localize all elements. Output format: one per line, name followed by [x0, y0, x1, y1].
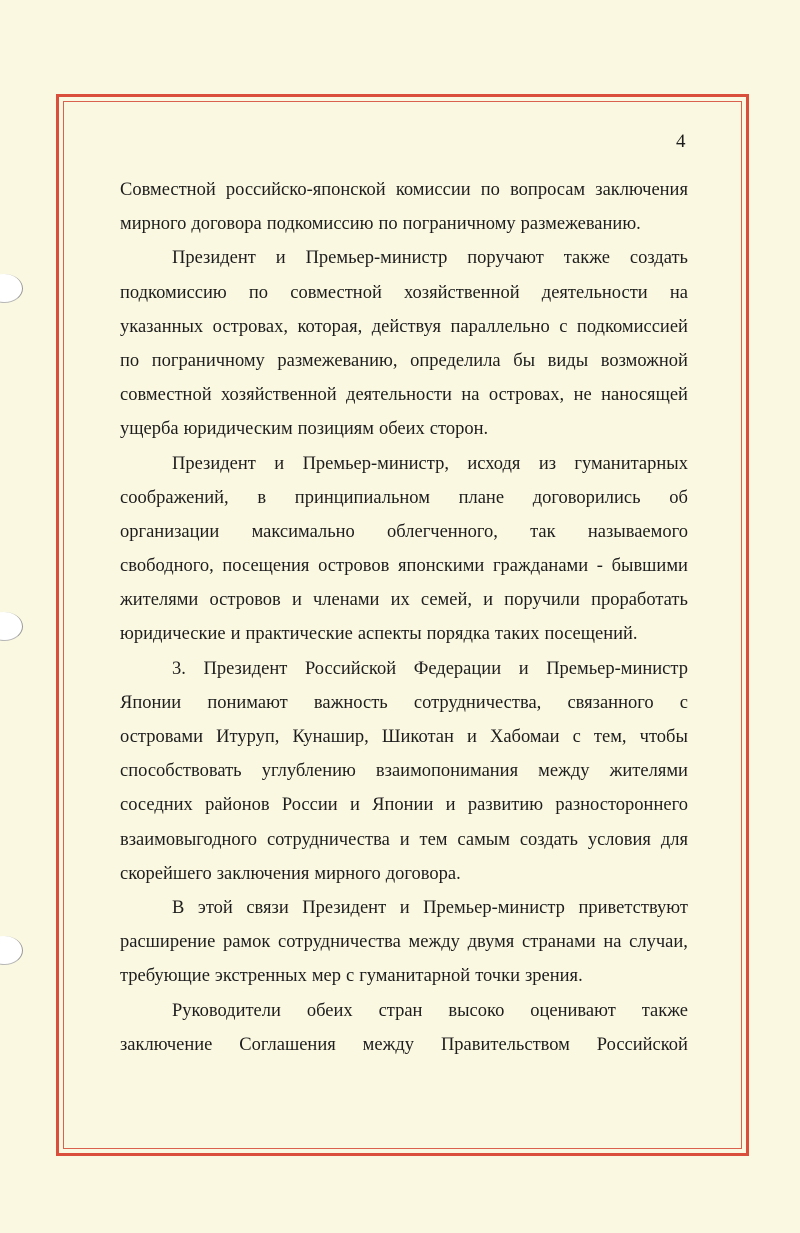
word: на	[461, 385, 480, 406]
word: островах,	[212, 316, 288, 337]
word: позициям	[297, 419, 375, 440]
word: Президент	[203, 658, 288, 679]
text-line	[120, 857, 688, 891]
word: тем,	[593, 727, 627, 747]
word: высоко	[448, 1000, 505, 1021]
word: требующие	[120, 966, 210, 987]
word: и	[399, 897, 410, 918]
word: Президент	[172, 248, 256, 269]
word: обеих	[379, 419, 425, 440]
word: Руководители	[172, 1000, 281, 1021]
text-line	[120, 549, 688, 583]
word: островов	[209, 590, 281, 611]
word: размежеванию,	[277, 350, 398, 371]
text-line	[120, 925, 688, 959]
paragraph	[120, 241, 688, 446]
text-line	[120, 823, 688, 857]
word: жителями	[120, 590, 199, 611]
word: размежеванию.	[520, 214, 641, 235]
word: расширение	[120, 932, 216, 953]
word: Российской	[304, 658, 397, 679]
text-line	[120, 173, 688, 207]
word: -	[596, 556, 603, 577]
word: 3.	[172, 658, 186, 679]
word: подкомиссию	[266, 214, 374, 235]
word: между	[362, 1034, 415, 1055]
word: и	[399, 829, 410, 850]
word: зрения.	[524, 966, 583, 987]
word: странами	[522, 932, 596, 953]
paragraph	[120, 994, 688, 1062]
word: виды	[547, 350, 589, 371]
word: самым	[457, 829, 510, 850]
text-line	[120, 754, 688, 788]
word: создать	[519, 829, 578, 850]
paragraph	[120, 447, 688, 652]
word: Российской	[596, 1034, 688, 1055]
word: понимают	[207, 692, 288, 713]
word: Федерации	[413, 658, 502, 679]
text-line	[120, 994, 688, 1028]
word: скорейшего	[120, 863, 212, 884]
word: не	[573, 385, 592, 406]
word: В	[172, 897, 185, 918]
word: стран	[378, 1000, 423, 1021]
word: пограничному	[151, 350, 265, 371]
word: действуя	[371, 316, 441, 337]
word: и	[483, 590, 494, 611]
word: и	[274, 453, 285, 474]
word: оценивают	[530, 1000, 616, 1021]
word: важность	[313, 692, 388, 713]
word: районов	[205, 795, 270, 816]
word: юридические	[120, 624, 226, 645]
word: островов	[318, 556, 390, 577]
word: гуманитарной	[359, 966, 471, 987]
word: по	[248, 282, 269, 303]
word: соседних	[120, 795, 193, 816]
word: совместной	[290, 282, 382, 303]
word: пограничному	[402, 214, 516, 235]
text-line	[120, 891, 688, 925]
word: Премьер-министр	[305, 248, 448, 269]
word: создать	[629, 248, 688, 269]
word: сотрудничества,	[413, 692, 542, 713]
word: между	[538, 761, 590, 782]
word: с	[572, 727, 581, 747]
text-line	[120, 1028, 688, 1062]
word: гражданами	[492, 556, 589, 577]
word: и	[466, 727, 477, 747]
word: комиссии	[395, 180, 471, 200]
word: принципиальном	[294, 487, 430, 508]
word: заключения	[216, 863, 310, 884]
word: тем	[419, 829, 448, 850]
text-line	[120, 378, 688, 412]
word: случаи,	[629, 932, 688, 953]
word: способствовать	[120, 761, 242, 782]
word: договора.	[385, 863, 461, 884]
word: деятельности	[541, 282, 648, 303]
word: с	[679, 692, 688, 713]
word: взаимопонимания	[375, 761, 519, 782]
word: подкомиссией	[576, 316, 688, 337]
word: наносящей	[601, 385, 688, 406]
word: и	[275, 248, 286, 269]
word: гуманитарных	[574, 453, 688, 474]
word: облегченного,	[387, 521, 498, 542]
word: также	[563, 248, 610, 269]
paragraph	[120, 652, 688, 891]
word: их	[390, 590, 410, 611]
word: и	[518, 658, 529, 679]
word: сотрудничества	[266, 829, 390, 850]
word: посещений.	[544, 624, 638, 645]
word: Премьер-министр	[423, 897, 565, 918]
word: на	[669, 282, 688, 303]
word: этой	[197, 897, 233, 918]
word: договорились	[532, 487, 641, 508]
word: аспекты	[357, 624, 422, 645]
word: заключение	[120, 1034, 213, 1055]
text-line	[120, 583, 688, 617]
text-line	[120, 959, 688, 993]
word: чтобы	[639, 727, 688, 747]
word: максимально	[251, 521, 355, 542]
word: проработать	[591, 590, 688, 611]
text-line	[120, 241, 688, 275]
text-line	[120, 310, 688, 344]
word: и	[230, 624, 241, 645]
text-line	[120, 447, 688, 481]
word: на	[603, 932, 622, 953]
word: островах,	[488, 385, 565, 406]
word: совместной	[120, 385, 212, 406]
page-number: 4	[676, 131, 686, 152]
word: обеих	[306, 1000, 353, 1021]
word: и	[291, 590, 302, 611]
word: двумя	[467, 932, 515, 953]
word: об	[669, 487, 688, 508]
word: Премьер-министр	[546, 658, 688, 679]
text-line	[120, 515, 688, 549]
word: возможной	[600, 350, 688, 371]
word: юридическим	[183, 419, 293, 440]
word: точки	[475, 966, 520, 987]
paragraph	[120, 173, 688, 241]
word: мирного	[120, 214, 187, 235]
word: рамок	[222, 932, 271, 953]
word: плане	[458, 487, 505, 508]
word: которая,	[297, 316, 363, 337]
text-line	[120, 344, 688, 378]
punch-hole-bottom	[0, 936, 23, 965]
word: параллельно	[450, 316, 550, 337]
word: свободного,	[120, 556, 214, 577]
word: разностороннего	[555, 795, 688, 816]
text-line	[120, 207, 688, 241]
word: сторон.	[429, 419, 489, 440]
text-line	[120, 617, 688, 651]
word: заключения	[595, 180, 688, 200]
word: ущерба	[120, 419, 179, 440]
word: хозяйственной	[404, 282, 520, 303]
word: вопросам	[510, 180, 586, 200]
word: бывшими	[611, 556, 688, 577]
word: между	[408, 932, 460, 953]
word: также	[641, 1000, 688, 1021]
word: углублению	[261, 761, 356, 782]
word: Совместной	[120, 180, 216, 200]
word: сотрудничества	[278, 932, 401, 953]
text-line	[120, 276, 688, 310]
text-line	[120, 720, 688, 754]
word: в	[257, 487, 267, 508]
text-line	[120, 412, 688, 446]
text-line	[120, 686, 688, 720]
word: Президент	[302, 897, 387, 918]
word: связи	[246, 897, 289, 918]
paragraph	[120, 891, 688, 994]
word: и	[445, 795, 456, 816]
word: исходя	[467, 453, 521, 474]
word: островами	[120, 727, 204, 747]
word: организации	[120, 521, 220, 542]
word: и	[349, 795, 360, 816]
word: с	[345, 966, 355, 987]
word: Хабомаи	[489, 727, 560, 747]
word: экстренных	[214, 966, 307, 987]
word: России	[281, 795, 338, 816]
text-line	[120, 788, 688, 822]
word: деятельности	[346, 385, 452, 406]
punch-hole-middle	[0, 612, 23, 641]
word: российско-японской	[225, 180, 386, 200]
word: Шикотан	[381, 727, 454, 747]
word: практические	[245, 624, 353, 645]
word: Президент	[172, 453, 256, 474]
word: приветствуют	[578, 897, 688, 918]
word: по	[378, 214, 398, 235]
word: поручают	[467, 248, 544, 269]
word: Итуруп,	[216, 727, 280, 747]
word: таких	[494, 624, 540, 645]
word: условия	[587, 829, 651, 850]
word: посещения	[222, 556, 310, 577]
word: семей,	[420, 590, 472, 611]
punch-hole-top	[0, 274, 23, 303]
word: порядка	[426, 624, 490, 645]
word: мирного	[314, 863, 381, 884]
word: поручили	[504, 590, 580, 611]
word: японскими	[398, 556, 485, 577]
word: хозяйственной	[221, 385, 337, 406]
document-body	[120, 173, 688, 1062]
word: по	[480, 180, 500, 200]
word: определила	[410, 350, 501, 371]
word: договора	[191, 214, 262, 235]
word: связанного	[567, 692, 654, 713]
word: Премьер-министр,	[302, 453, 449, 474]
text-line	[120, 481, 688, 515]
word: подкомиссию	[120, 282, 227, 303]
word: Японии	[372, 795, 434, 816]
word: Японии	[120, 692, 182, 713]
word: развитию	[467, 795, 544, 816]
word: по	[120, 350, 140, 371]
word: бы	[513, 350, 536, 371]
word: указанных	[120, 316, 204, 337]
word: Соглашения	[239, 1034, 336, 1055]
word: так	[530, 521, 556, 542]
word: Кунашир,	[292, 727, 369, 747]
text-line	[120, 652, 688, 686]
word: называемого	[587, 521, 688, 542]
word: из	[538, 453, 557, 474]
word: жителями	[609, 761, 688, 782]
word: членами	[312, 590, 380, 611]
word: соображений,	[120, 487, 229, 508]
word: с	[559, 316, 568, 337]
word: мер	[311, 966, 341, 987]
word: взаимовыгодного	[120, 829, 258, 850]
word: Правительством	[440, 1034, 570, 1055]
word: для	[660, 829, 688, 850]
